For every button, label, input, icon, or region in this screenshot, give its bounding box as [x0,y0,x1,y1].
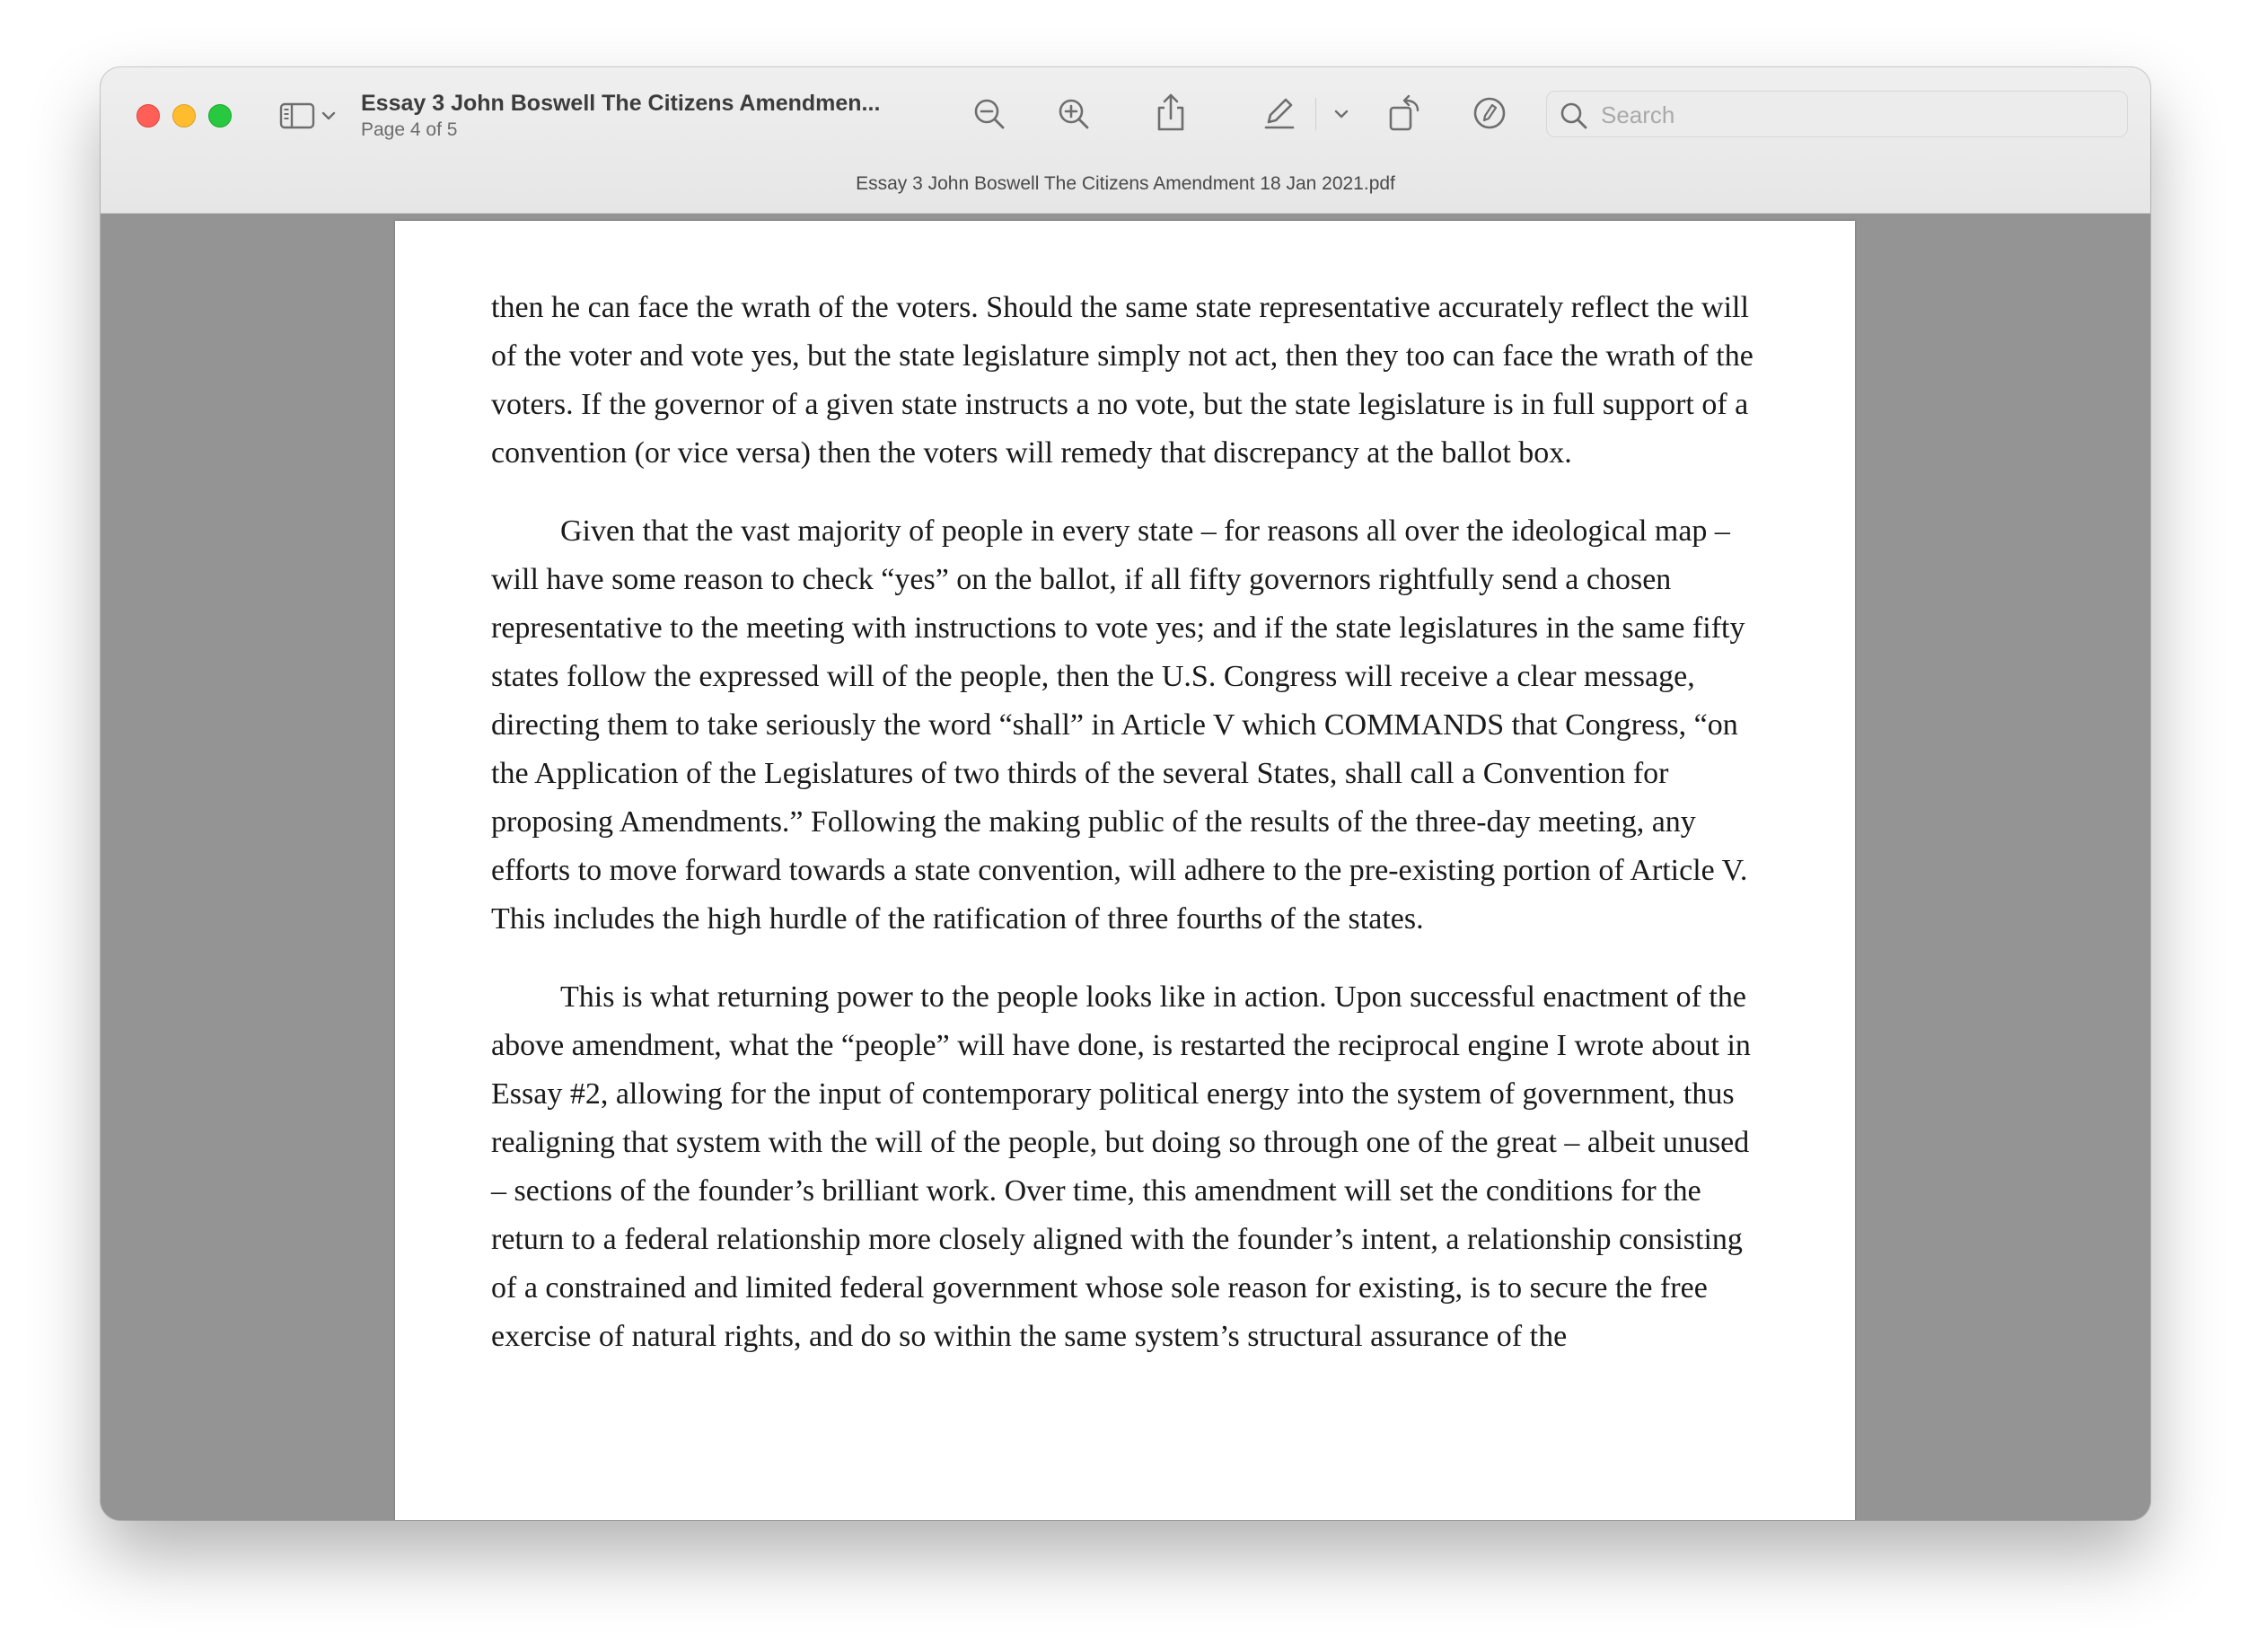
document-viewport[interactable] [101,214,2150,1520]
share-button[interactable] [1151,89,1191,136]
file-name: Essay 3 John Boswell The Citizens Amendment 18 Jan 2021.pdf [856,173,1395,194]
search-field[interactable] [1546,91,2128,137]
page-indicator: Page 4 of 5 [361,119,458,140]
pdf-page [395,221,1855,1520]
sidebar-toggle-button[interactable] [277,98,339,134]
zoom-out-button[interactable] [970,94,1009,134]
zoom-in-button[interactable] [1054,94,1094,134]
markup-button[interactable] [1259,92,1300,134]
preview-window [101,67,2150,1520]
chevron-down-icon [321,110,337,121]
search-icon [1560,101,1588,130]
minimize-window-button[interactable] [172,104,196,127]
markup-options-button[interactable] [1329,101,1354,127]
rotate-button[interactable] [1384,91,1426,136]
paragraph: This is what returning power to the people looks like in action. Upon successful enactment of the above amendment, what the “people” will have done, is restarted the reciprocal engine I wrote about in Essay #2, allowing for the input of contemporary political energy into the system of government, thus realigning that system with the will of the people, but doing so through one of the great – albeit unused – sections of the founder’s brilliant work. Over time, this amendment will set the conditions for the return to a federal relationship more closely aligned with the founder’s intent, a relationship consisting of a constrained and limited federal government whose sole reason for existing, is to secure the free exercise of natural rights, and do so within the same system’s structural assurance of the [491,980,1751,1353]
search-input[interactable] [1599,99,2105,131]
fullscreen-window-button[interactable] [208,104,232,127]
zoom-in-icon [1057,97,1091,131]
zoom-out-icon [972,97,1006,131]
markup-pen-icon [1261,95,1297,131]
sidebar-icon [279,101,315,130]
close-window-button[interactable] [136,104,160,127]
paragraph: Given that the vast majority of people in every state – for reasons all over the ideological map – will have some reason to check “yes” on the ballot, if all fifty governors rightfully send a chosen representative to the meeting with instructions to vote yes; and if the state legislatures in the same fifty states follow the expressed will of the people, then the U.S. Congress will receive a clear message, directing them to take seriously the word “shall” in Article V which COMMANDS that Congress, “on the Application of the Legislatures of two thirds of the several States, shall call a Convention for proposing Amendments.” Following the making public of the results of the three-day meeting, any efforts to move forward towards a state convention, will adhere to the pre-existing portion of Article V. This includes the high hurdle of the ratification of three fourths of the states. [491,514,1748,936]
document-title: Essay 3 John Boswell The Citizens Amendmen... [361,91,881,116]
paragraph: then he can face the wrath of the voters. Should the same state representative accurately reflect the will of the voter and vote yes, but the state legislature simply not act, then they too can face the wrath of the voters. If the governor of a given state instructs a no vote, but the state legislature is in full support of a convention (or vice versa) then the voters will remedy that discrepancy at the ballot box. [491,291,1753,470]
title-bar [101,67,2150,214]
annotate-icon [1472,95,1507,131]
share-icon [1155,92,1187,133]
toolbar-divider [1315,98,1316,130]
rotate-icon [1386,93,1424,133]
annotate-button[interactable] [1469,92,1510,134]
page-text [491,284,1766,1391]
chevron-down-icon [1333,109,1349,119]
